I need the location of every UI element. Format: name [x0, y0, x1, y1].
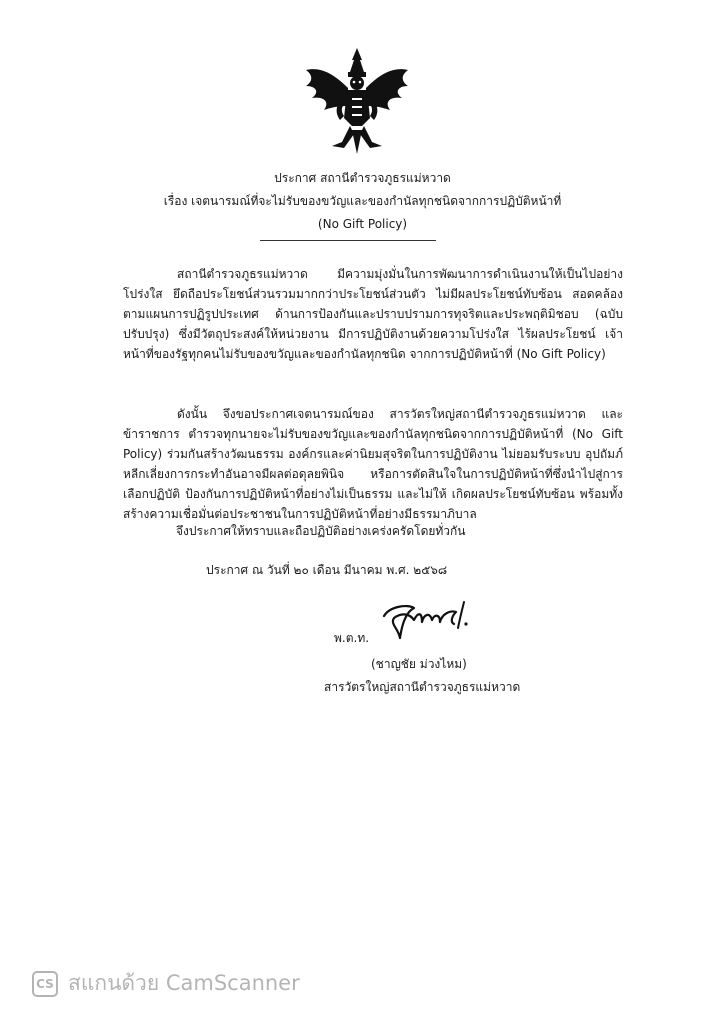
announcement-date: ประกาศ ณ วันที่ ๒๐ เดือน มีนาคม พ.ศ. ๒๕๖๘	[206, 563, 448, 577]
announcement-heading: ประกาศ สถานีตำรวจภูธรแม่หวาด	[274, 171, 451, 185]
signer-rank: พ.ต.ท.	[334, 631, 370, 645]
body-paragraph-2: ดังนั้น จึงขอประกาศเจตนารมณ์ของ สารวัตรใหญ่สถานีตำรวจภูธรแม่หวาด และข้าราชการ ตำรวจทุกนายจะไม่รับของขวัญและของกำนัลทุกชนิดจากการปฏิบัติหน้าที่ (No Gift Policy) ร่วมกันสร้างวัฒนธรรม องค์กรและค่านิยมสุจริตในการปฏิบัติงาน ไม่ยอมรับระบบ อุปถัมภ์ หลีกเลี่ยงการกระทำอันอาจมีผลต่อดุลยพินิจ หรือการตัดสินใจในการปฏิบัติหน้าที่ซึ่งนำไปสู่การเลือกปฏิบัติ ป้องกันการปฏิบัติหน้าที่อย่างไม่เป็นธรรม และไม่ให้ เกิดผลประโยชน์ทับซ้อน พร้อมทั้งสร้างความเชื่อมั่นต่อประชาชนในการปฏิบัติหน้าที่อย่างมีธรรมาภิบาล	[123, 407, 623, 521]
policy-name: (No Gift Policy)	[317, 217, 408, 231]
camscanner-logo-icon: CS	[32, 971, 58, 997]
closing-statement: จึงประกาศให้ทราบและถือปฏิบัติอย่างเคร่งครัดโดยทั่วกัน	[176, 524, 466, 538]
body-paragraph-1: สถานีตำรวจภูธรแม่หวาด มีความมุ่งมั่นในการพัฒนาการดำเนินงานให้เป็นไปอย่างโปร่งใส ยึดถือประโยชน์ส่วนรวมมากกว่าประโยชน์ส่วนตัว ไม่มีผลประโยชน์ทับซ้อน สอดคล้องตามแผนการปฏิรูปประเทศ ด้านการป้องกันและปราบปรามการทุจริตและประพฤติมิชอบ (ฉบับปรับปรุง) ซึ่งมีวัตถุประสงค์ให้หน่วยงาน มีการปฏิบัติงานด้วยความโปร่งใส ไร้ผลประโยชน์ เจ้าหน้าที่ของรัฐทุกคนไม่รับของขวัญและของกำนัลทุกชนิด จากการปฏิบัติหน้าที่ (No Gift Policy)	[123, 267, 623, 361]
header-divider	[260, 240, 436, 241]
signature-image	[380, 598, 476, 650]
announcement-subject: เรื่อง เจตนารมณ์ที่จะไม่รับของขวัญและของกำนัลทุกชนิดจากการปฏิบัติหน้าที่	[163, 194, 562, 208]
camscanner-watermark	[32, 967, 300, 1000]
signer-name: (ชาญชัย ม่วงไหม)	[371, 657, 467, 671]
watermark-text: สแกนด้วย CamScanner	[68, 971, 300, 995]
signer-position: สารวัตรใหญ่สถานีตำรวจภูธรแม่หวาด	[324, 680, 521, 694]
garuda-emblem-icon	[302, 46, 412, 156]
